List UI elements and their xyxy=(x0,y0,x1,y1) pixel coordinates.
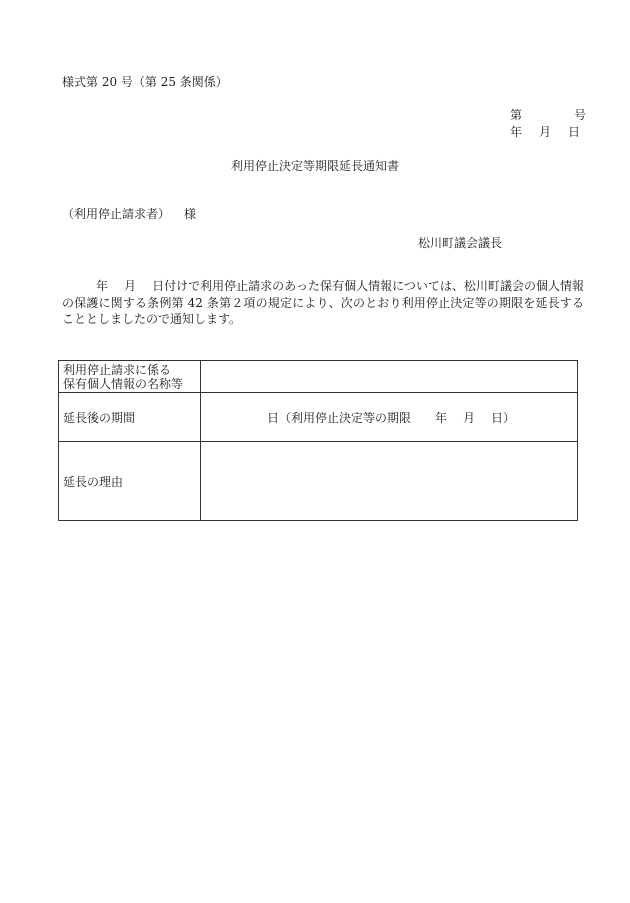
body-paragraph xyxy=(62,278,584,328)
number-suffix: 号 xyxy=(574,108,587,122)
label-line-2: 保有個人情報の名称等 xyxy=(63,376,184,391)
period-day-end: 日） xyxy=(491,410,516,425)
date-year: 年 xyxy=(510,125,523,139)
body-year: 年 xyxy=(96,279,109,293)
table-label-reason: 延長の理由 xyxy=(59,442,201,521)
period-deadline-label: （利用停止決定等の期限 xyxy=(278,410,411,425)
table-label-document-name xyxy=(59,361,201,393)
body-text: 日付けで利用停止請求のあった保有個人情報については、松川町議会の個人情報の保護に関する条例第 42 条第２項の規定により、次のとおり利用停止決定等の期限を延長することとしましたので通知します。 xyxy=(62,279,584,326)
period-year: 年 xyxy=(434,410,447,425)
table-row xyxy=(59,361,578,393)
form-number: 様式第 20 号（第 25 条関係） xyxy=(62,75,228,89)
period-month: 月 xyxy=(463,410,476,425)
table-row xyxy=(59,442,578,521)
info-table xyxy=(58,360,578,521)
date-month: 月 xyxy=(539,125,552,139)
table-row xyxy=(59,393,578,442)
document-title: 利用停止決定等期限延長通知書 xyxy=(230,159,399,173)
document-number-line xyxy=(510,109,586,121)
body-month: 月 xyxy=(124,279,137,293)
table-value-document-name xyxy=(201,361,578,393)
sender-name: 松川町議会議長 xyxy=(418,236,503,250)
table-label-extended-period: 延長後の期間 xyxy=(59,393,201,442)
document-date-line xyxy=(510,126,580,138)
recipient-suffix: 様 xyxy=(184,207,197,221)
table-value-extended-period xyxy=(201,393,578,442)
recipient-line xyxy=(62,208,196,220)
label-line-1: 利用停止請求に係る xyxy=(63,362,172,377)
number-prefix: 第 xyxy=(510,108,523,122)
recipient-name: （利用停止請求者） xyxy=(62,207,171,221)
date-day: 日 xyxy=(568,125,581,139)
table-value-reason xyxy=(201,442,578,521)
period-day: 日 xyxy=(266,410,279,425)
